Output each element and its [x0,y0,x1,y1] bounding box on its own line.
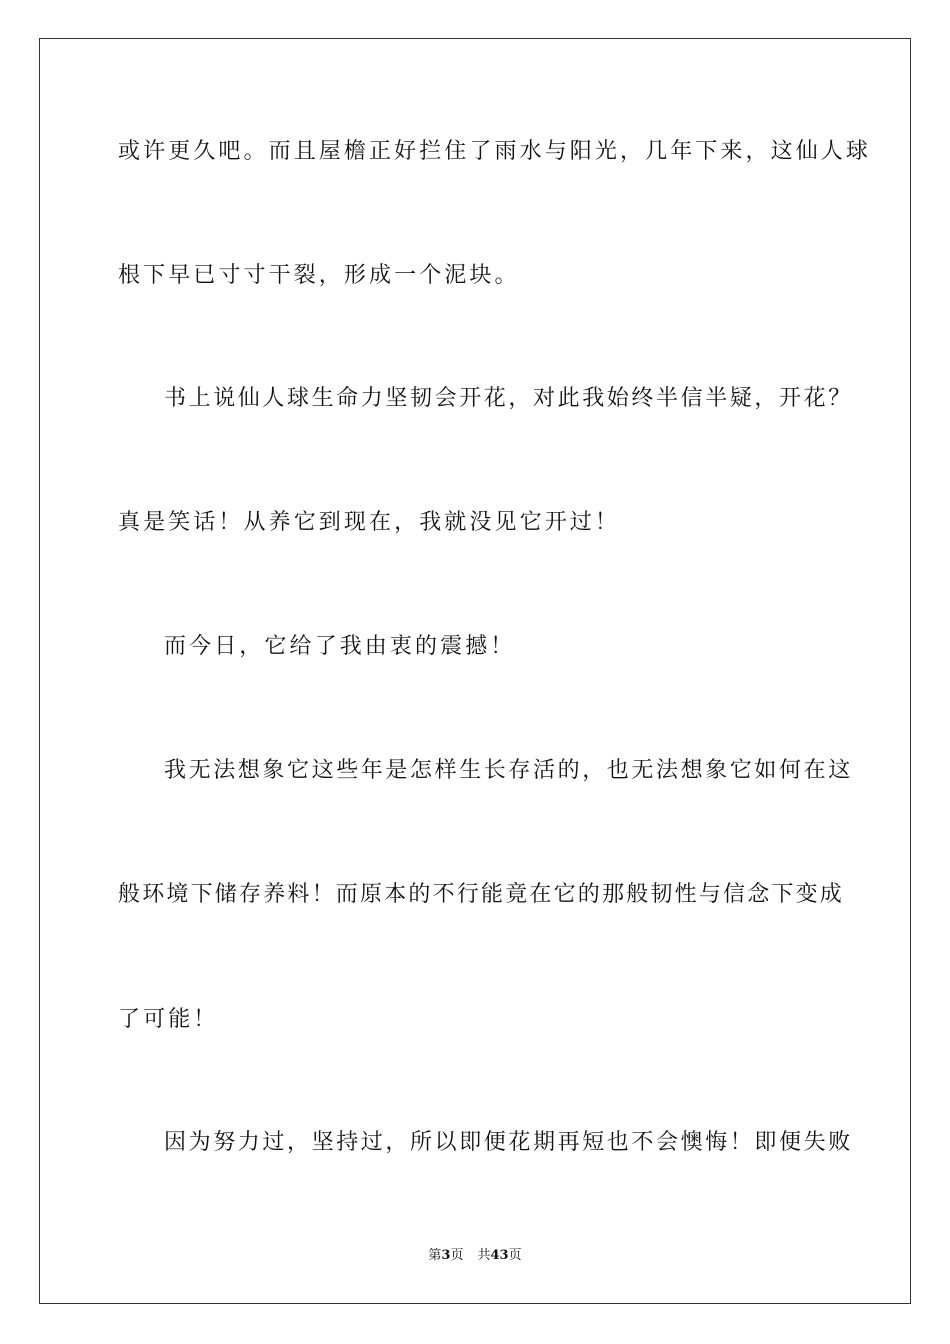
text-line: 或许更久吧。而且屋檐正好拦住了雨水与阳光，几年下来，这仙人球 [118,139,872,164]
total-prefix: 共 [477,1248,491,1263]
text-line: 真是笑话！从养它到现在，我就没见它开过！ [118,510,621,535]
page-border [39,38,911,1304]
page-footer [0,1247,950,1265]
total-suffix: 页 [508,1248,522,1263]
paragraph-start-line: 因为努力过，坚持过，所以即便花期再短也不会懊悔！即便失败 [164,1130,853,1155]
page-prefix: 第 [428,1248,442,1263]
total-pages: 43 [490,1248,509,1263]
page-number: 3 [441,1248,451,1263]
paragraph-start-line: 而今日，它给了我由衷的震撼！ [164,634,516,659]
text-line: 般环境下储存养料！而原本的不行能竟在它的那般韧性与信念下变成 [118,882,845,907]
paragraph-start-line: 我无法想象它这些年是怎样生长存活的，也无法想象它如何在这 [164,758,853,783]
page-suffix: 页 [450,1248,464,1263]
paragraph-start-line: 书上说仙人球生命力坚韧会开花，对此我始终半信半疑，开花？ [164,386,853,411]
text-line: 根下早已寸寸干裂，形成一个泥块。 [118,263,520,288]
text-line: 了可能！ [118,1007,219,1032]
